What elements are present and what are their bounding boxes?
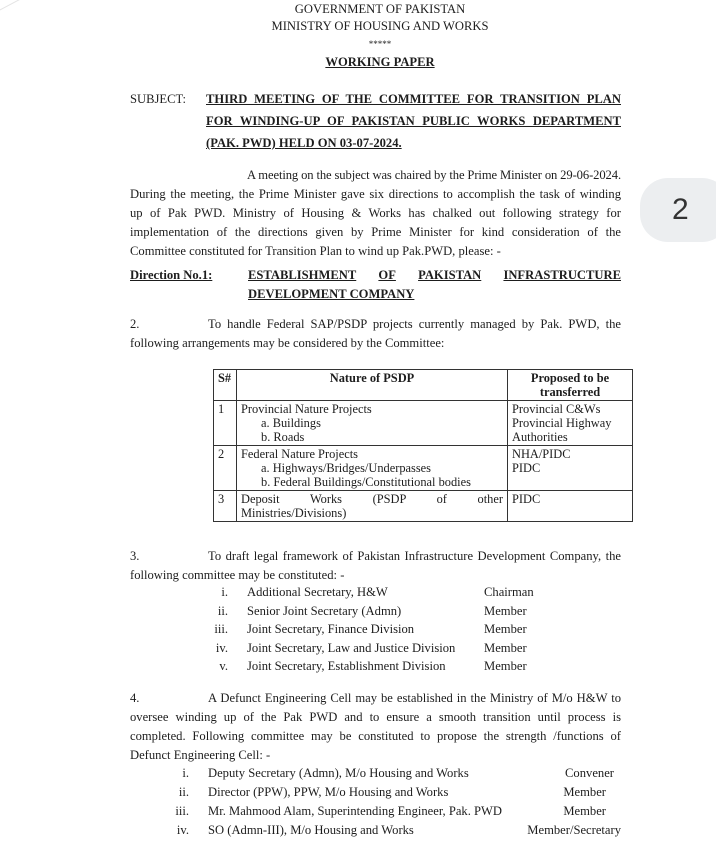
- cell-nature: [237, 401, 508, 446]
- member-role: Member: [484, 640, 527, 655]
- member-name: SO (Admn-III), M/o Housing and Works: [208, 823, 414, 837]
- cell-proposed: [508, 401, 633, 446]
- proposed-item: PIDC: [512, 461, 541, 475]
- direction-label: Direction No.1:: [130, 268, 213, 282]
- nature-title: Federal Nature Projects: [241, 447, 358, 461]
- direction-word: INFRASTRUCTURE: [503, 268, 621, 282]
- table-row: [214, 401, 633, 446]
- nature-item: b. Federal Buildings/Constitutional bodies: [261, 475, 471, 489]
- proposed-item: NHA/PIDC: [512, 447, 571, 461]
- cell-sn: 1: [214, 401, 237, 446]
- nature-item: b. Roads: [261, 430, 305, 444]
- paragraph-line: following committee may be constituted: -: [130, 568, 345, 582]
- paragraph-line: implementation of the directions given by Prime Minister for kind consideration of the: [130, 225, 621, 239]
- cell-proposed: [508, 446, 633, 491]
- subject-label: SUBJECT:: [130, 92, 187, 106]
- paragraph-line: A Defunct Engineering Cell may be established in the Ministry of M/o H&W to: [208, 691, 621, 705]
- member-number: iv.: [215, 640, 228, 655]
- member-role: Convener: [565, 766, 614, 780]
- member-name: Senior Joint Secretary (Admn): [247, 603, 402, 618]
- proposed-item: Provincial C&Ws: [512, 402, 601, 416]
- direction-title: [248, 268, 621, 283]
- member-role: Member: [484, 622, 527, 637]
- header-nature: Nature of PSDP: [237, 370, 508, 401]
- member-name: Director (PPW), PPW, M/o Housing and Works: [208, 785, 449, 799]
- paragraph-line: following arrangements may be considered by the Committee:: [130, 336, 445, 350]
- paragraph-number: 4.: [130, 691, 140, 705]
- direction-word: PAKISTAN: [418, 268, 482, 282]
- member-number: iii.: [214, 622, 228, 637]
- member-number: v.: [219, 659, 228, 674]
- member-name: Deputy Secretary (Admn), M/o Housing and Works: [208, 766, 469, 780]
- table-header-row: [214, 370, 633, 401]
- member-role: Member: [563, 785, 606, 799]
- paragraph-line: Defunct Engineering Cell: -: [130, 748, 271, 762]
- member-number: iv.: [176, 823, 189, 837]
- subject-line: (PAK. PWD) HELD ON 03-07-2024.: [206, 136, 402, 150]
- member-role: Member: [484, 603, 527, 618]
- member-number: ii.: [217, 603, 228, 618]
- paragraph-number: 3.: [130, 549, 140, 563]
- cell-sn: 2: [214, 446, 237, 491]
- working-paper-title: WORKING PAPER: [325, 55, 435, 69]
- member-name: Additional Secretary, H&W: [247, 585, 388, 599]
- paragraph-line: up of Pak PWD. Ministry of Housing & Works has chalked out following strategy for: [130, 206, 621, 220]
- paragraph-line: oversee winding up of the Pak PWD and to ensure a smooth transition until process is: [130, 710, 621, 724]
- header-stars: *****: [368, 39, 392, 49]
- member-role: Member: [563, 804, 606, 818]
- cell-proposed: PIDC: [508, 491, 633, 522]
- member-number: i.: [182, 766, 189, 780]
- member-number: ii.: [178, 785, 189, 799]
- proposed-item: Provincial Highway Authorities: [512, 416, 612, 444]
- paragraph-line: Committee constituted for Transition Plan to wind up Pak.PWD, please: -: [130, 244, 501, 258]
- member-name: Joint Secretary, Finance Division: [247, 622, 415, 637]
- header-ministry: MINISTRY OF HOUSING AND WORKS: [271, 19, 489, 33]
- member-number: iii.: [175, 804, 189, 818]
- subject-line: FOR WINDING-UP OF PAKISTAN PUBLIC WORKS DEPARTMENT: [206, 114, 621, 128]
- nature-item: a. Highways/Bridges/Underpasses: [261, 461, 431, 475]
- direction-title-line2: DEVELOPMENT COMPANY: [248, 287, 415, 301]
- member-name: Mr. Mahmood Alam, Superintending Engineer, Pak. PWD: [208, 804, 503, 818]
- table-row: [214, 491, 633, 522]
- direction-word: OF: [378, 268, 396, 282]
- cell-sn: 3: [214, 491, 237, 522]
- paragraph-line: completed. Following committee may be constituted to propose the strength /functions of: [130, 729, 621, 743]
- subject-line: THIRD MEETING OF THE COMMITTEE FOR TRANSITION PLAN: [206, 92, 621, 106]
- cell-nature: Deposit Works (PSDP of other Ministries/Divisions): [237, 491, 508, 522]
- header-proposed: Proposed to be transferred: [508, 370, 633, 401]
- paragraph-line: To draft legal framework of Pakistan Infrastructure Development Company, the: [208, 549, 621, 563]
- member-role: Chairman: [484, 585, 534, 599]
- header-government: GOVERNMENT OF PAKISTAN: [294, 2, 466, 16]
- header-sn: S#: [214, 370, 237, 401]
- paragraph-line: During the meeting, the Prime Minister gave six directions to accomplish the task of winding: [130, 187, 621, 201]
- member-role: Member/Secretary: [527, 823, 621, 837]
- paragraph-line: A meeting on the subject was chaired by the Prime Minister on 29-06-2024.: [247, 168, 621, 182]
- paragraph-number: 2.: [130, 317, 140, 331]
- member-name: Joint Secretary, Law and Justice Division: [247, 640, 456, 655]
- direction-word: ESTABLISHMENT: [248, 268, 357, 282]
- page-number-badge: 2: [640, 178, 716, 242]
- member-role: Member: [484, 659, 527, 674]
- table-row: [214, 446, 633, 491]
- nature-title: Provincial Nature Projects: [241, 402, 372, 416]
- member-number: i.: [221, 585, 228, 599]
- member-name: Joint Secretary, Establishment Division: [247, 659, 446, 674]
- psdp-table: [213, 369, 633, 522]
- cell-nature: [237, 446, 508, 491]
- nature-item: a. Buildings: [261, 416, 321, 430]
- paragraph-line: To handle Federal SAP/PSDP projects currently managed by Pak. PWD, the: [208, 317, 621, 331]
